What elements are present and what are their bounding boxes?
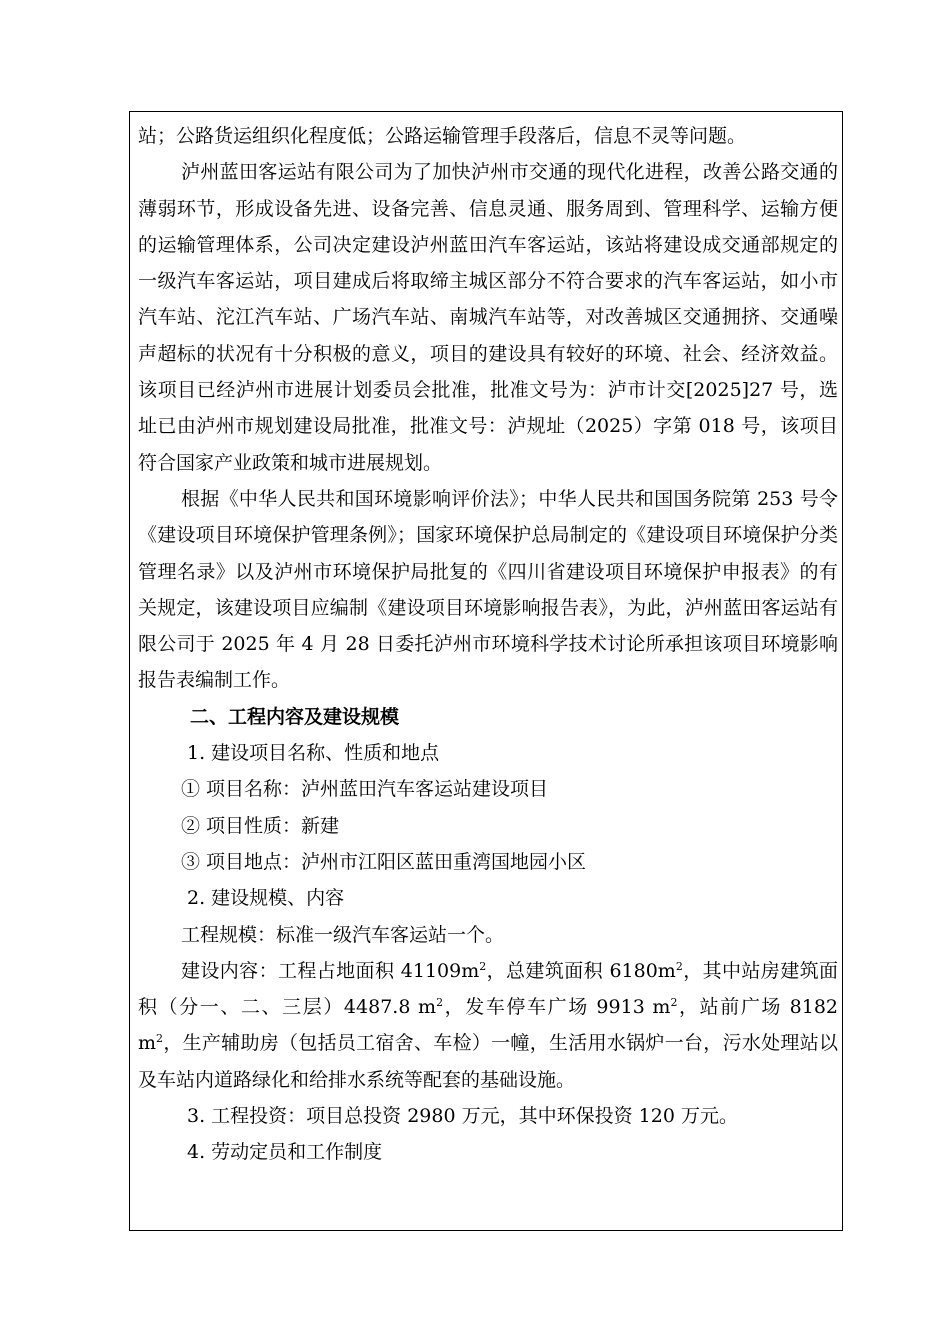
content-part: 建设内容：工程占地面积 41109m: [181, 959, 480, 982]
section-heading: 二、工程内容及建设规模: [190, 705, 400, 728]
subsection-staffing: 4. 劳动定员和工作制度: [187, 1141, 383, 1164]
subsection-investment: 3. 工程投资：项目总投资 2980 万元，其中环保投资 120 万元。: [187, 1105, 738, 1128]
superscript: 2: [670, 996, 678, 1010]
content-part: ，发车停车广场 9913 m: [443, 996, 671, 1019]
paragraph-continued: 站；公路货运组织化程度低；公路运输管理手段落后，信息不灵等问题。: [138, 125, 747, 147]
document-body: [138, 118, 838, 1171]
content-part: ，总建筑面积 6180m: [486, 959, 676, 982]
superscript: 2: [436, 996, 444, 1010]
item-project-location: ③ 项目地点：泸州市江阳区蓝田重湾国地园小区: [181, 850, 587, 873]
paragraph-project-background: 泸州蓝田客运站有限公司为了加快泸州市交通的现代化进程，改善公路交通的薄弱环节，形成设备先进、设备完善、信息灵通、服务周到、管理科学、运输方便的运输管理体系，公司决定建设泸州蓝田汽车客运站，该站将建设成交通部规定的一级汽车客运站，项目建成后将取缔主城区部分不符合要求的汽车客运站，如小市汽车站、沱江汽车站、广场汽车站、南城汽车站等，对改善城区交通拥挤、交通噪声超标的状况有十分积极的意义，项目的建设具有较好的环境、社会、经济效益。该项目已经泸州市进展计划委员会批准，批准文号为：泸市计交[2025]27 号，选址已由泸州市规划建设局批准，批准文号：泸规址（2025）字第 018 号，该项目符合国家产业政策和城市进展规划。: [138, 161, 838, 474]
paragraph-legal-basis: 根据《中华人民共和国环境影响评价法》；中华人民共和国国务院第 253 号令《建设项目环境保护管理条例》；国家环境保护总局制定的《建设项目环境保护分类管理名录》以及泸州市环境保护局批复的《四川省建设项目环境保护申报表》的有关规定，该建设项目应编制《建设项目环境影响报告表》，为此，泸州蓝田客运站有限公司于 2025 年 4 月 28 日委托泸州市环境科学技术讨论所承担该项目环境影响报告表编制工作。: [138, 487, 838, 692]
superscript: 2: [156, 1032, 164, 1046]
item-project-name: ① 项目名称：泸州蓝田汽车客运站建设项目: [181, 778, 549, 801]
content-part: ，其中站房建筑面积（分一、二、三层）4487.8 m: [138, 959, 838, 1019]
paragraph-construction-content: [138, 953, 838, 1098]
superscript: 2: [479, 959, 487, 973]
superscript: 2: [675, 959, 683, 973]
item-project-nature: ② 项目性质：新建: [181, 814, 340, 837]
content-part: ，生产辅助房（包括员工宿舍、车检）一幢，生活用水锅炉一台，污水处理站以及车站内道路绿化和给排水系统等配套的基础设施。: [138, 1032, 838, 1091]
content-part: ，站前广场 8182 m: [138, 996, 838, 1055]
subsection-name-nature-location: 1. 建设项目名称、性质和地点: [187, 742, 440, 765]
paragraph-engineering-scale: 工程规模：标准一级汽车客运站一个。: [181, 923, 505, 946]
subsection-scale-content: 2. 建设规模、内容: [187, 887, 345, 910]
